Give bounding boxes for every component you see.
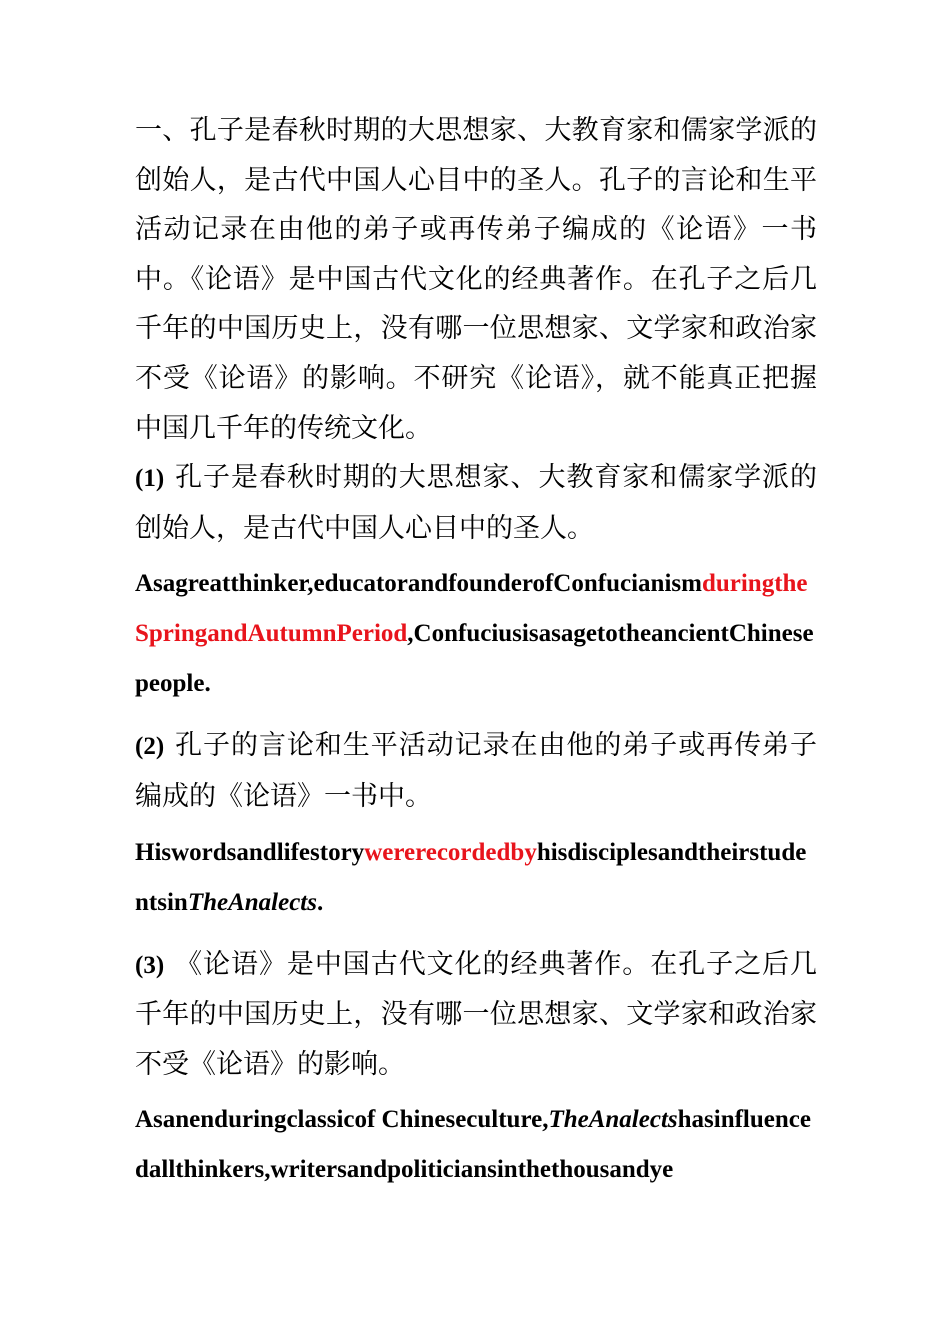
item-3-chinese-text: 《论语》是中国古代文化的经典著作。在孔子之后几千年的中国历史上，没有哪一位思想家、文学家和政治家不受《论语》的影响。: [135, 948, 817, 1080]
item-2-english-part-c: .: [316, 888, 324, 916]
item-3-number: (3): [135, 951, 165, 979]
item-1-english-part-a: Asagreatthinker,educatorandfounderofConfucianism: [135, 570, 702, 598]
item-2-english-part-a: Hiswordsandlifestory: [135, 838, 365, 866]
item-1-english: [135, 559, 817, 709]
item-2-english-title: TheAnalects: [187, 888, 317, 916]
item-3-english-title: TheAnalects: [548, 1106, 678, 1134]
document-page: [135, 106, 817, 1195]
item-2-english-highlight: wererecordedby: [364, 838, 537, 866]
item-2-english-part-b: hisdisciplesandtheirstudentsin: [135, 838, 807, 916]
item-3-english: [135, 1095, 817, 1195]
item-1-chinese-text: 孔子是春秋时期的大思想家、大教育家和儒家学派的创始人，是古代中国人心目中的圣人。: [135, 462, 817, 544]
item-3-english-part-a: Asanenduringclassicof Chineseculture,: [135, 1106, 549, 1134]
item-2-chinese-text: 孔子的言论和生平活动记录在由他的弟子或再传弟子编成的《论语》一书中。: [135, 730, 817, 812]
item-1-english-part-c: Chinesepeople.: [135, 620, 814, 698]
item-3-english-part-b: hasinfluencedallthinkers,writersandpoliticiansinthethousandye: [135, 1106, 811, 1184]
item-2-number: (2): [135, 733, 165, 761]
item-1-english-highlight: duringtheSpringandAutumnPeriod: [135, 570, 808, 648]
item-1-english-part-b: ,Confuciusisasagetotheancient: [407, 620, 729, 648]
item-1-number: (1): [135, 465, 165, 493]
intro-paragraph: 一、孔子是春秋时期的大思想家、大教育家和儒家学派的创始人，是古代中国人心目中的圣人。孔子的言论和生平活动记录在由他的弟子或再传弟子编成的《论语》一书中。《论语》是中国古代文化的经典著作。在孔子之后几千年的中国历史上，没有哪一位思想家、文学家和政治家不受《论语》的影响。不研究《论语》，就不能真正把握中国几千年的传统文化。: [135, 115, 817, 444]
item-3-chinese: [135, 940, 817, 1090]
item-2-english: [135, 828, 817, 928]
item-2-chinese: [135, 721, 817, 821]
item-1-chinese: [135, 453, 817, 553]
